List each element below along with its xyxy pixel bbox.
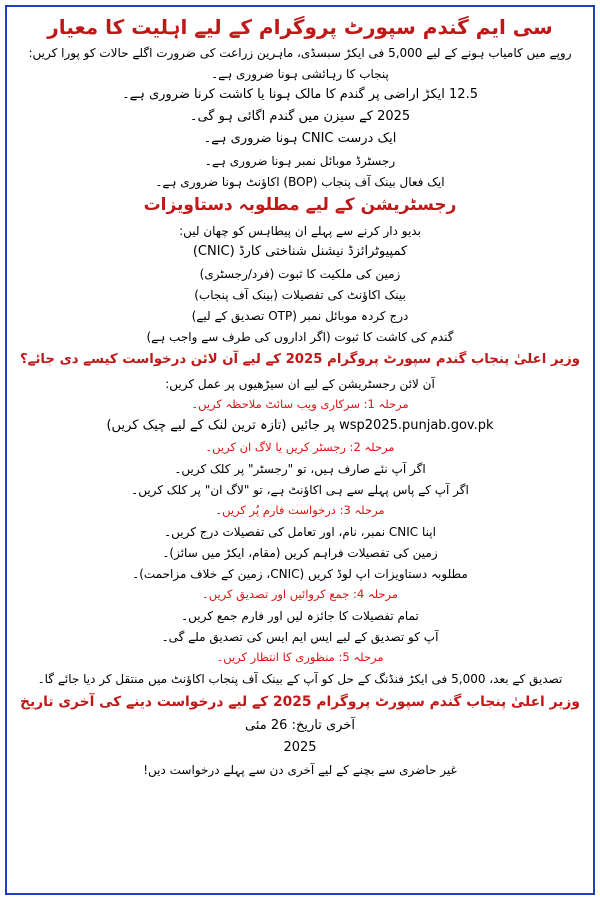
apply-intro: آن لائن رجسٹریشن کے لیے ان سیڑھیوں پر عمل کریں: <box>165 377 435 391</box>
eligibility-item: 12.5 ایکڑ اراضی پر گندم کا مالک ہونا یا کاشت کرنا ضروری ہے۔ <box>122 87 478 102</box>
step-line: اپنا CNIC نمبر، نام، اور تعامل کی تفصیلات درج کریں۔ <box>164 525 436 539</box>
step-line: اگر آپ نئے صارف ہیں، تو "رجسٹر" پر کلک کریں۔ <box>174 462 426 476</box>
step-line: wsp2025.punjab.gov.pk پر جائیں (تازہ ترین لنک کے لیے چیک کریں) <box>106 418 494 433</box>
eligibility-item: رجسٹرڈ موبائل نمبر ہونا ضروری ہے۔ <box>204 154 396 168</box>
step-line: اگر آپ کے پاس پہلے سے ہی اکاؤنٹ ہے، تو "لاگ ان" پر کلک کریں۔ <box>131 483 469 497</box>
step-title: مرحلہ 1: سرکاری ویب سائٹ ملاحظہ کریں۔ <box>191 397 409 411</box>
step-line: زمین کی تفصیلات فراہم کریں (مقام، ایکڑ میں سائز)۔ <box>162 546 438 560</box>
step-line: تصدیق کے بعد، 5,000 فی ایکڑ فنڈنگ کے حل کو آپ کے بینک آف پنجاب اکاؤنٹ میں منتقل کر دیا جائے گا۔ <box>37 672 563 686</box>
document-item: زمین کی ملکیت کا ثبوت (فرد/رجسٹری) <box>199 267 401 281</box>
documents-intro: بدیو دار کرنے سے پہلے ان پیطاہس کو چھان لیں: <box>179 224 421 238</box>
step-title: مرحلہ 3: درخواست فارم پُر کریں۔ <box>215 503 385 517</box>
deadline-year: 2025 <box>283 740 317 755</box>
step-title: مرحلہ 5: منظوری کا انتظار کریں۔ <box>216 650 384 664</box>
eligibility-intro: روپے میں کامیاب ہونے کے لیے 5,000 فی ایکڑ سبسڈی، ماہرین زراعت کی ضرورت اگلے حالات کو پورا کریں: <box>28 46 572 60</box>
document-item: گندم کی کاشت کا ثبوت (اگر اداروں کی طرف سے واجب ہے) <box>146 330 454 344</box>
step-line: تمام تفصیلات کا جائزہ لیں اور فارم جمع کریں۔ <box>181 609 419 623</box>
step-title: مرحلہ 4: جمع کروائیں اور تصدیق کریں۔ <box>202 587 398 601</box>
step-line: آپ کو تصدیق کے لیے ایس ایم ایس کی تصدیق ملے گی۔ <box>161 630 439 644</box>
deadline-heading: وزیر اعلیٰ پنجاب گندم سپورٹ پروگرام 2025 کے لیے درخواست دینے کی آخری تاریخ <box>20 694 580 710</box>
document-item: درج کردہ موبائل نمبر (OTP تصدیق کے لیے) <box>191 309 409 323</box>
document-item: بینک اکاؤنٹ کی تفصیلات (بینک آف پنجاب) <box>194 288 406 302</box>
eligibility-heading: سی ایم گندم سپورٹ پروگرام کے لیے اہلیت کا معیار <box>47 15 553 39</box>
eligibility-item: ایک درست CNIC ہونا ضروری ہے۔ <box>203 131 397 146</box>
eligibility-item: ایک فعال بینک آف پنجاب (BOP) اکاؤنٹ ہونا ضروری ہے۔ <box>155 175 445 189</box>
documents-heading: رجسٹریشن کے لیے مطلوبہ دستاویزات <box>143 195 457 215</box>
step-line: مطلوبہ دستاویزات اپ لوڈ کریں (CNIC، زمین کے خلاف مزاحمت)۔ <box>132 567 468 581</box>
eligibility-item: پنجاب کا رہائشی ہونا ضروری ہے۔ <box>211 67 389 81</box>
eligibility-item: 2025 کے سیزن میں گندم اگائی ہو گی۔ <box>189 109 411 124</box>
document-item: کمپیوٹرائزڈ نیشنل شناختی کارڈ (CNIC) <box>192 244 408 259</box>
step-title: مرحلہ 2: رجسٹر کریں یا لاگ ان کریں۔ <box>205 440 395 454</box>
article <box>5 5 595 895</box>
apply-heading: وزیر اعلیٰ پنجاب گندم سپورٹ پروگرام 2025 کے لیے آن لائن درخواست کیسے دی جائے؟ <box>19 352 581 367</box>
closing-note: غیر حاضری سے بچنے کے لیے آخری دن سے پہلے درخواست دیں! <box>143 763 457 777</box>
deadline-date: آخری تاریخ: 26 مئی <box>245 718 355 733</box>
